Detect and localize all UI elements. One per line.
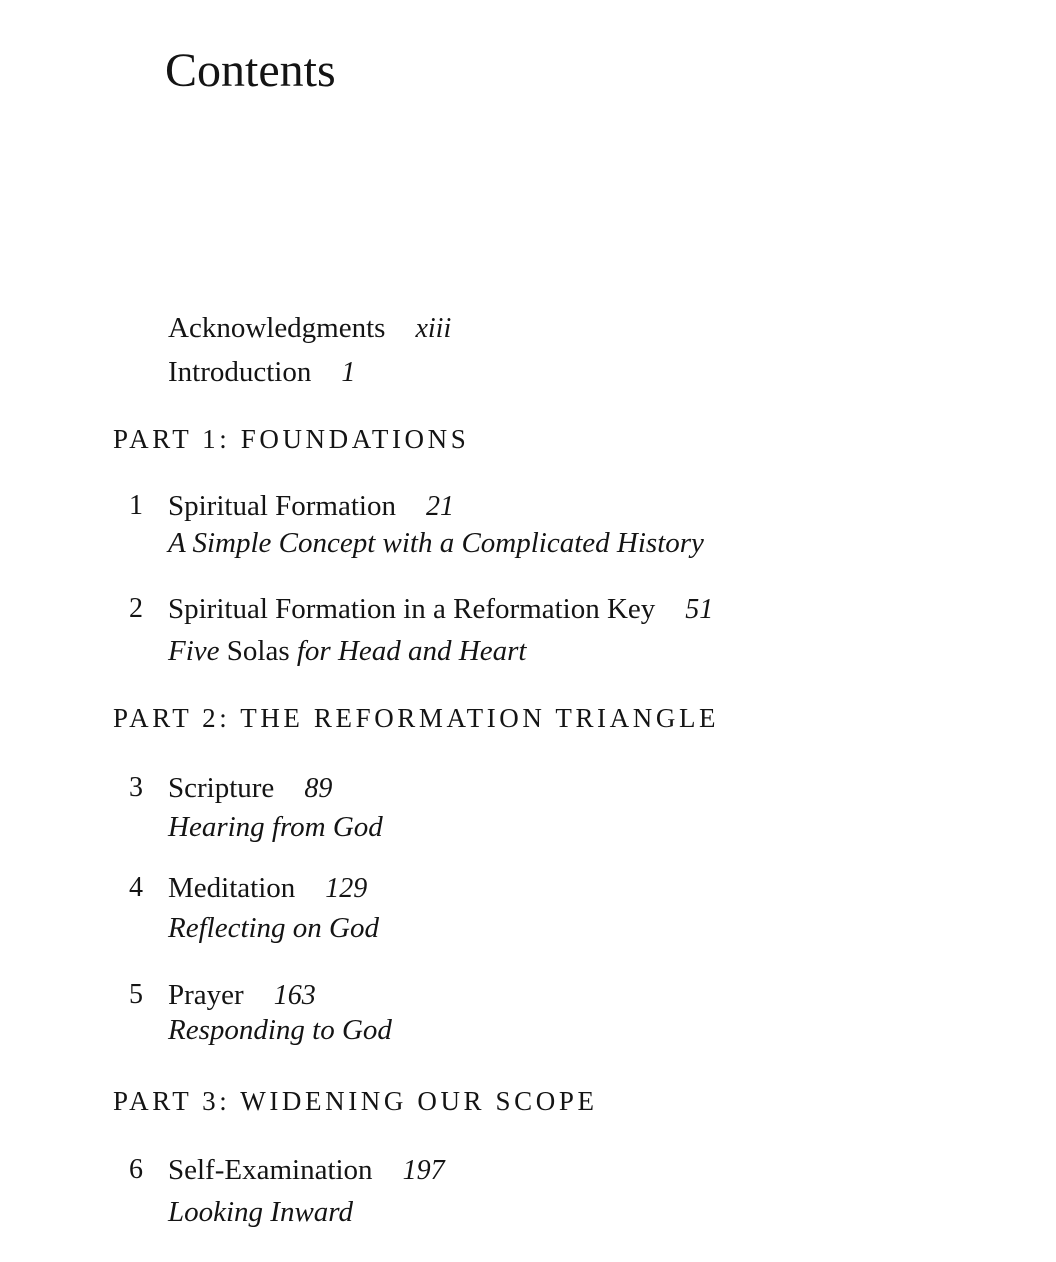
part-heading-1: PART 1: FOUNDATIONS (113, 424, 470, 454)
chapter-entry-5 (129, 979, 316, 1011)
page-number: 21 (425, 491, 454, 522)
subtitle-segment: Responding to God (168, 1014, 392, 1046)
subtitle-segment: Five (168, 635, 227, 667)
page-number: 89 (304, 773, 333, 804)
entry-label: Introduction (168, 356, 312, 388)
page-number: 163 (273, 980, 316, 1011)
chapter-number: 5 (129, 979, 143, 1010)
chapter-entry-2 (129, 593, 714, 625)
chapter-subtitle-4 (168, 914, 379, 943)
subtitle-segment: A Simple Concept with a Complicated History (168, 527, 704, 559)
page-number: 1 (341, 357, 356, 388)
subtitle-segment: Hearing from God (168, 811, 383, 843)
page-number: 197 (402, 1155, 445, 1186)
subtitle-segment: Solas (226, 635, 290, 667)
page-title: Contents (165, 44, 336, 97)
part-heading-3: PART 3: WIDENING OUR SCOPE (113, 1086, 598, 1116)
chapter-number: 4 (129, 872, 143, 903)
page-number: xiii (415, 313, 452, 344)
page-number: 129 (325, 873, 368, 904)
chapter-title: Spiritual Formation in a Reformation Key (168, 593, 656, 625)
chapter-number: 1 (129, 490, 143, 521)
frontmatter-entry-acknowledgments (168, 314, 451, 343)
chapter-subtitle-5 (168, 1016, 392, 1045)
chapter-entry-3 (129, 772, 333, 804)
subtitle-segment: Looking Inward (168, 1196, 354, 1228)
chapter-number: 6 (129, 1154, 143, 1185)
chapter-number: 3 (129, 772, 143, 803)
chapter-entry-4 (129, 872, 368, 904)
chapter-title: Meditation (168, 872, 296, 904)
subtitle-segment: Reflecting on God (168, 912, 380, 944)
chapter-title: Spiritual Formation (168, 490, 396, 522)
chapter-entry-6 (129, 1154, 445, 1186)
chapter-number: 2 (129, 593, 143, 624)
page-number: 51 (685, 594, 714, 625)
chapter-title: Prayer (168, 979, 244, 1011)
subtitle-segment: for Head and Heart (289, 635, 527, 667)
frontmatter-entry-introduction (168, 358, 355, 387)
entry-label: Acknowledgments (168, 312, 386, 344)
chapter-subtitle-6 (168, 1198, 353, 1227)
chapter-entry-1 (129, 490, 454, 522)
chapter-subtitle-3 (168, 813, 383, 842)
chapter-title: Self-Examination (168, 1154, 373, 1186)
chapter-subtitle-1 (168, 529, 704, 558)
part-heading-2: PART 2: THE REFORMATION TRIANGLE (113, 703, 720, 733)
chapter-subtitle-2 (168, 637, 526, 666)
chapter-title: Scripture (168, 772, 275, 804)
